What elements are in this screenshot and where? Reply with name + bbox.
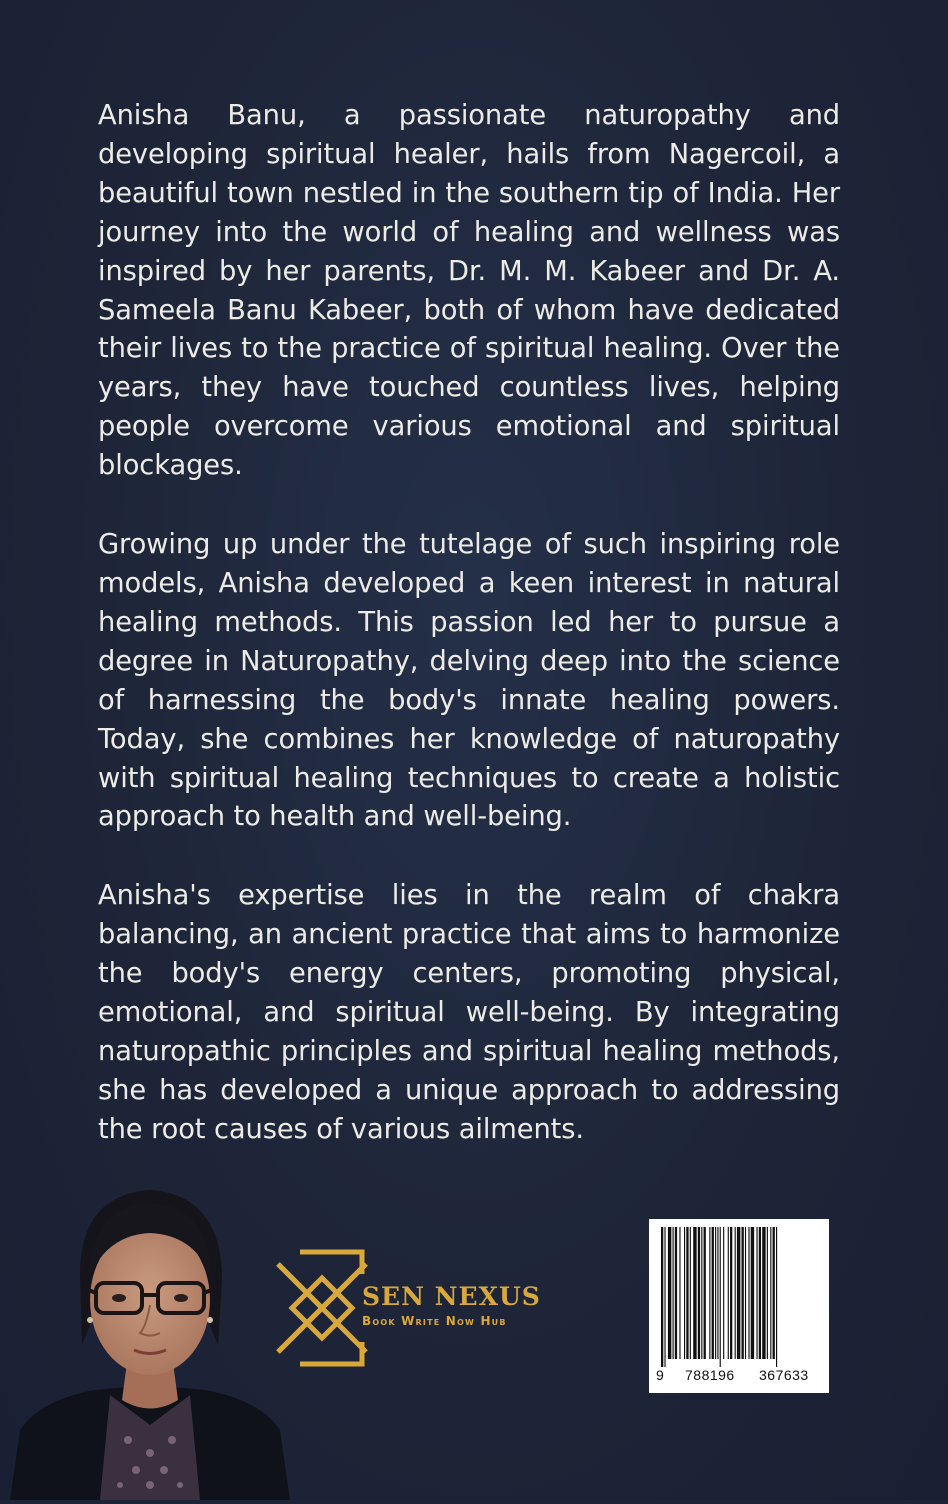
- barcode-bar: [715, 1227, 716, 1359]
- barcode-bar: [770, 1227, 771, 1359]
- barcode-bar: [668, 1227, 671, 1359]
- blurb-paragraph-3: Anisha's expertise lies in the realm of chakra balancing, an ancient practice that aims to harmonize the body's energy centers, promoting physical, emotional, and spiritual well-being. By integrating naturopathic principles and spiritual healing methods, she has developed a unique approach to addressing the root causes of various ailments.: [98, 880, 840, 1145]
- barcode-bar: [709, 1227, 710, 1359]
- isbn-barcode: [649, 1219, 829, 1393]
- barcode-bar: [723, 1227, 724, 1359]
- barcode-bars: [657, 1227, 821, 1367]
- barcode-bar: [767, 1227, 768, 1359]
- barcode-bar: [717, 1227, 718, 1359]
- barcode-bar: [762, 1227, 765, 1359]
- blurb-paragraph-1: Anisha Banu, a passionate naturopathy and developing spiritual healer, hails from Nagercoil, a beautiful town nestled in the southern tip of India. Her journey into the world of healing and wellness was inspired by her parents, Dr. M. M. Kabeer and Dr. A. Sameela Banu Kabeer, both of whom have dedicated their lives to the practice of spiritual healing. Over the years, they have touched countless lives, helping people overcome various emotional and spiritual blockages.: [98, 100, 840, 482]
- barcode-bar: [686, 1227, 688, 1359]
- barcode-bar: [737, 1227, 740, 1359]
- publisher-tagline: Book Write Now Hub: [362, 1314, 507, 1328]
- barcode-group-1: 788196: [685, 1367, 735, 1383]
- barcode-bar: [728, 1227, 729, 1359]
- barcode-bar: [693, 1227, 696, 1359]
- barcode-bar: [704, 1227, 706, 1359]
- publisher-name: SEN NEXUS: [362, 1282, 541, 1311]
- barcode-bar: [773, 1227, 775, 1359]
- barcode-bar: [776, 1227, 777, 1367]
- barcode-bar: [679, 1227, 680, 1359]
- barcode-bar: [730, 1227, 732, 1359]
- barcode-bar: [748, 1227, 749, 1359]
- author-portrait-icon: [0, 1185, 300, 1500]
- barcode-group-2: 367633: [759, 1367, 809, 1383]
- barcode-bar: [712, 1227, 714, 1359]
- barcode-bar: [664, 1227, 665, 1367]
- barcode-bar: [698, 1227, 700, 1359]
- barcode-bar: [759, 1227, 761, 1359]
- barcode-bar: [756, 1227, 757, 1359]
- publisher-logo: [272, 1244, 562, 1374]
- barcode-bar: [751, 1227, 754, 1359]
- barcode-bar: [735, 1227, 736, 1359]
- barcode-bar: [673, 1227, 674, 1359]
- barcode-bar: [690, 1227, 691, 1359]
- barcode-bar: [720, 1227, 721, 1367]
- blurb-paragraph-2: Growing up under the tutelage of such inspiring role models, Anisha developed a keen interest in natural healing methods. This passion led her to pursue a degree in Naturopathy, delving deep into the science of harnessing the body's innate healing powers. Today, she combines her knowledge of naturopathy with spiritual healing techniques to create a holistic approach to health and well-being.: [98, 529, 840, 833]
- author-blurb: [98, 97, 840, 1150]
- barcode-bar: [701, 1227, 702, 1359]
- barcode-bar: [684, 1227, 685, 1359]
- barcode-bar: [745, 1227, 746, 1359]
- barcode-prefix: 9: [656, 1367, 664, 1383]
- barcode-bar: [675, 1227, 677, 1359]
- sen-nexus-knot-logo-icon: [272, 1244, 372, 1372]
- barcode-bar: [742, 1227, 744, 1359]
- barcode-bar: [661, 1227, 663, 1367]
- author-photo: [0, 1185, 300, 1500]
